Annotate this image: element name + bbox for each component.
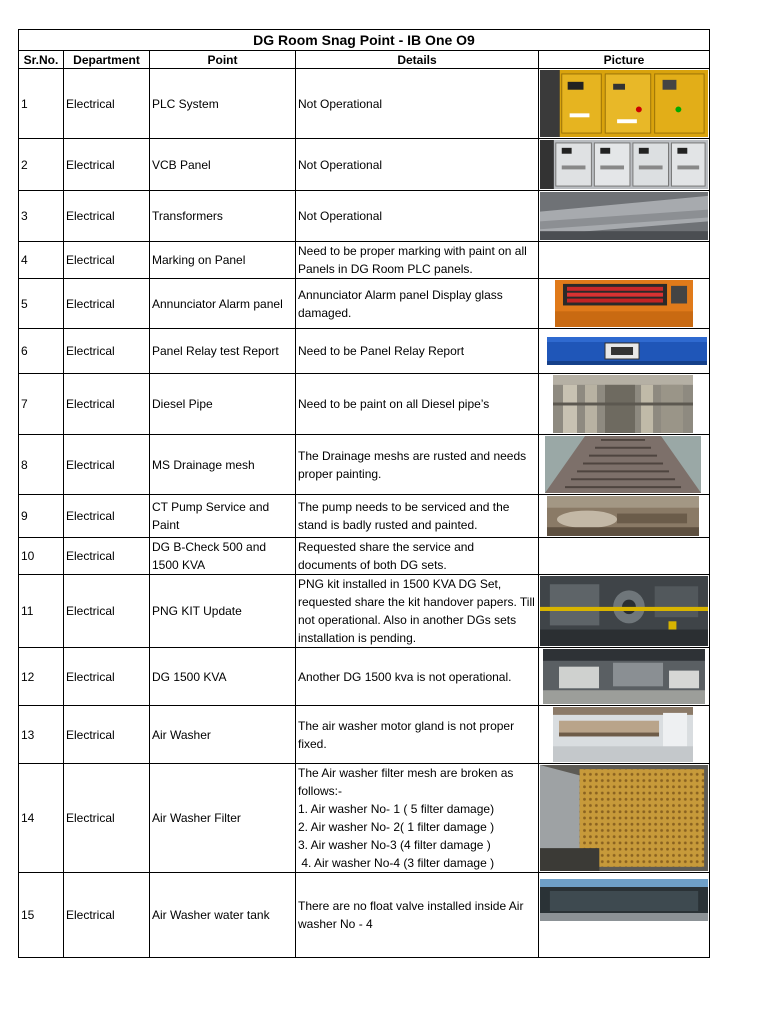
png-kit-photo bbox=[540, 576, 708, 646]
point: Air Washer bbox=[150, 706, 296, 764]
picture-cell bbox=[539, 139, 710, 191]
sr-no: 10 bbox=[19, 538, 64, 575]
table-row bbox=[19, 191, 710, 242]
table-row bbox=[19, 374, 710, 435]
picture-cell bbox=[539, 495, 710, 538]
point: Air Washer water tank bbox=[150, 873, 296, 958]
sr-no: 11 bbox=[19, 575, 64, 648]
picture-cell bbox=[539, 242, 710, 279]
table-row bbox=[19, 648, 710, 706]
department: Electrical bbox=[64, 706, 150, 764]
header-department: Department bbox=[64, 51, 150, 69]
point: Diesel Pipe bbox=[150, 374, 296, 435]
details-line: 2. Air washer No- 2( 1 filter damage ) bbox=[298, 820, 495, 834]
sr-no: 14 bbox=[19, 764, 64, 873]
point: PNG KIT Update bbox=[150, 575, 296, 648]
diesel-pipe-photo bbox=[553, 375, 693, 433]
point: CT Pump Service and Paint bbox=[150, 495, 296, 538]
air-washer-filter-photo bbox=[540, 765, 708, 871]
department: Electrical bbox=[64, 648, 150, 706]
department: Electrical bbox=[64, 329, 150, 374]
table-row bbox=[19, 139, 710, 191]
details: The air washer motor gland is not proper fixed. bbox=[296, 706, 539, 764]
sr-no: 4 bbox=[19, 242, 64, 279]
details: Not Operational bbox=[296, 191, 539, 242]
picture-cell bbox=[539, 575, 710, 648]
header-details: Details bbox=[296, 51, 539, 69]
blue-relay-panel-photo bbox=[547, 337, 707, 365]
sr-no: 3 bbox=[19, 191, 64, 242]
details: Annunciator Alarm panel Display glass damaged. bbox=[296, 279, 539, 329]
ct-pump-photo bbox=[547, 496, 699, 536]
sr-no: 13 bbox=[19, 706, 64, 764]
details: Need to be proper marking with paint on all Panels in DG Room PLC panels. bbox=[296, 242, 539, 279]
point: Marking on Panel bbox=[150, 242, 296, 279]
details-line: 3. Air washer No-3 (4 filter damage ) bbox=[298, 838, 491, 852]
air-washer-photo bbox=[553, 707, 693, 762]
department: Electrical bbox=[64, 764, 150, 873]
department: Electrical bbox=[64, 279, 150, 329]
point: PLC System bbox=[150, 69, 296, 139]
transformer-photo bbox=[540, 192, 708, 240]
details: PNG kit installed in 1500 KVA DG Set, requested share the kit handover papers. Till not operational. Also in another DGs sets installation is pending. bbox=[296, 575, 539, 648]
point: Transformers bbox=[150, 191, 296, 242]
details: Need to be Panel Relay Report bbox=[296, 329, 539, 374]
point: DG B-Check 500 and 1500 KVA bbox=[150, 538, 296, 575]
table-title: DG Room Snag Point - IB One O9 bbox=[19, 30, 710, 51]
table-row bbox=[19, 495, 710, 538]
header-picture: Picture bbox=[539, 51, 710, 69]
department: Electrical bbox=[64, 374, 150, 435]
department: Electrical bbox=[64, 873, 150, 958]
sr-no: 12 bbox=[19, 648, 64, 706]
details: Not Operational bbox=[296, 139, 539, 191]
sr-no: 6 bbox=[19, 329, 64, 374]
picture-cell bbox=[539, 538, 710, 575]
details: There are no float valve installed inside Air washer No - 4 bbox=[296, 873, 539, 958]
details-line: 1. Air washer No- 1 ( 5 filter damage) bbox=[298, 802, 495, 816]
table-row bbox=[19, 764, 710, 873]
annunciator-panel-photo bbox=[555, 280, 693, 327]
details: Not Operational bbox=[296, 69, 539, 139]
department: Electrical bbox=[64, 191, 150, 242]
details: The Drainage meshs are rusted and needs proper painting. bbox=[296, 435, 539, 495]
table-row bbox=[19, 575, 710, 648]
details: Requested share the service and documents of both DG sets. bbox=[296, 538, 539, 575]
department: Electrical bbox=[64, 69, 150, 139]
sr-no: 8 bbox=[19, 435, 64, 495]
details bbox=[296, 764, 539, 873]
yellow-plc-panel-photo bbox=[540, 70, 708, 137]
table-row bbox=[19, 873, 710, 958]
details-line: 4. Air washer No-4 (3 filter damage ) bbox=[298, 856, 495, 870]
header-row bbox=[19, 51, 710, 69]
picture-cell bbox=[539, 764, 710, 873]
table-row bbox=[19, 69, 710, 139]
table-row bbox=[19, 242, 710, 279]
picture-cell bbox=[539, 191, 710, 242]
department: Electrical bbox=[64, 575, 150, 648]
drainage-mesh-photo bbox=[545, 436, 701, 493]
picture-cell bbox=[539, 873, 710, 958]
table-row bbox=[19, 329, 710, 374]
point: VCB Panel bbox=[150, 139, 296, 191]
picture-cell bbox=[539, 374, 710, 435]
point: DG 1500 KVA bbox=[150, 648, 296, 706]
department: Electrical bbox=[64, 139, 150, 191]
sr-no: 1 bbox=[19, 69, 64, 139]
point: Panel Relay test Report bbox=[150, 329, 296, 374]
details: Another DG 1500 kva is not operational. bbox=[296, 648, 539, 706]
sr-no: 2 bbox=[19, 139, 64, 191]
department: Electrical bbox=[64, 435, 150, 495]
department: Electrical bbox=[64, 495, 150, 538]
details: Need to be paint on all Diesel pipe’s bbox=[296, 374, 539, 435]
picture-cell bbox=[539, 435, 710, 495]
department: Electrical bbox=[64, 538, 150, 575]
water-tank-photo bbox=[540, 879, 708, 921]
table-row bbox=[19, 706, 710, 764]
sr-no: 9 bbox=[19, 495, 64, 538]
department: Electrical bbox=[64, 242, 150, 279]
point: MS Drainage mesh bbox=[150, 435, 296, 495]
table-row bbox=[19, 538, 710, 575]
sr-no: 15 bbox=[19, 873, 64, 958]
picture-cell bbox=[539, 706, 710, 764]
point: Air Washer Filter bbox=[150, 764, 296, 873]
picture-cell bbox=[539, 279, 710, 329]
sr-no: 5 bbox=[19, 279, 64, 329]
sr-no: 7 bbox=[19, 374, 64, 435]
picture-cell bbox=[539, 329, 710, 374]
point: Annunciator Alarm panel bbox=[150, 279, 296, 329]
picture-cell bbox=[539, 69, 710, 139]
table-row bbox=[19, 279, 710, 329]
header-point: Point bbox=[150, 51, 296, 69]
picture-cell bbox=[539, 648, 710, 706]
snag-table bbox=[18, 29, 710, 958]
table-row bbox=[19, 435, 710, 495]
dg-set-photo bbox=[543, 649, 705, 704]
details: The pump needs to be serviced and the stand is badly rusted and painted. bbox=[296, 495, 539, 538]
details-line: The Air washer filter mesh are broken as follows:- bbox=[298, 766, 514, 798]
vcb-panel-photo bbox=[540, 140, 708, 189]
header-sr-no: Sr.No. bbox=[19, 51, 64, 69]
